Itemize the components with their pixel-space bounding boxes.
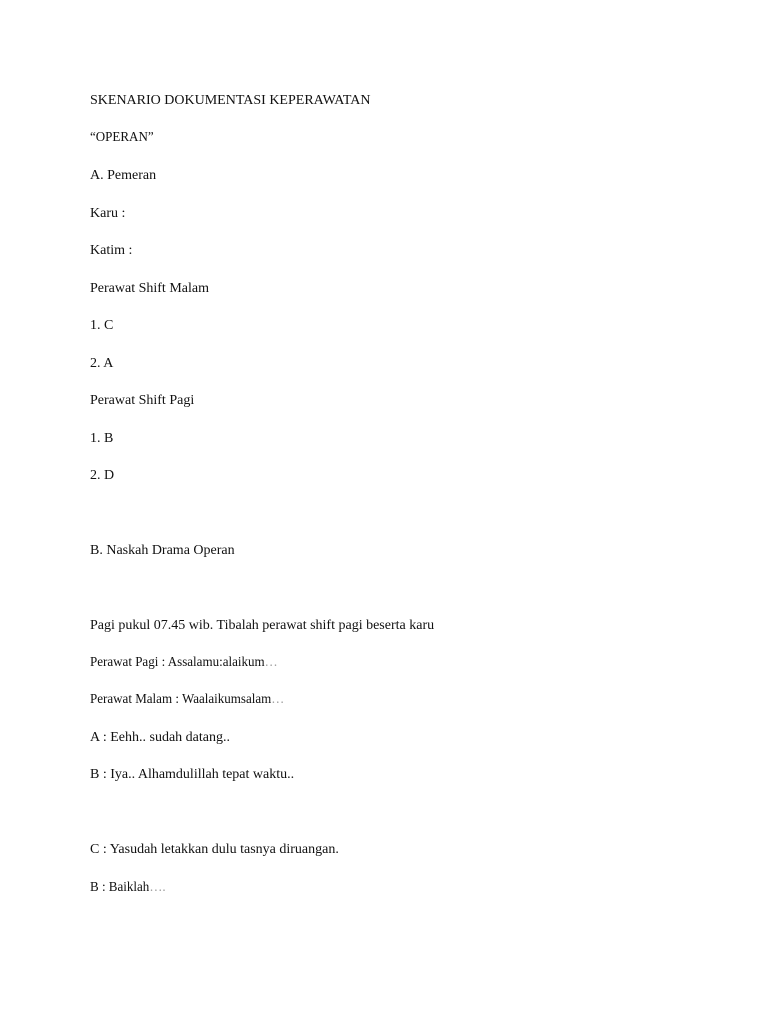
- night-shift-heading: Perawat Shift Malam: [90, 281, 209, 296]
- dialogue-line: [90, 879, 166, 897]
- dialogue-text: A : Eehh.. sudah datang..: [90, 730, 230, 745]
- dialogue-line: [90, 729, 230, 747]
- morning-shift-member: 2. D: [90, 468, 115, 483]
- night-shift-member: 1. C: [90, 318, 114, 333]
- dialogue-line: [90, 654, 278, 672]
- dialogue-text: B : Iya.. Alhamdulillah tepat waktu..: [90, 767, 295, 782]
- katim-label: Katim :: [90, 243, 133, 258]
- section-a-heading: A. Pemeran: [90, 168, 157, 183]
- document-subtitle: “OPERAN”: [90, 130, 154, 145]
- night-shift-member: 2. A: [90, 356, 114, 371]
- morning-shift-heading: Perawat Shift Pagi: [90, 393, 195, 408]
- dialogue-text: B : Baiklah: [90, 880, 150, 895]
- document-title: SKENARIO DOKUMENTASI KEPERAWATAN: [90, 93, 371, 108]
- dialogue-text: C : Yasudah letakkan dulu tasnya diruangan.: [90, 842, 339, 857]
- dialogue-line: [90, 841, 339, 859]
- dialogue-line: [90, 691, 284, 709]
- section-b-heading: B. Naskah Drama Operan: [90, 543, 235, 558]
- dialogue-trail: …: [264, 655, 278, 670]
- morning-shift-member: 1. B: [90, 431, 114, 446]
- dialogue-text: Perawat Malam : Waalaikumsalam: [90, 692, 272, 707]
- dialogue-line: [90, 766, 294, 784]
- dialogue-trail: …: [271, 692, 285, 707]
- dialogue-text: Perawat Pagi : Assalamu:alaikum: [90, 655, 265, 670]
- scene-opening: Pagi pukul 07.45 wib. Tibalah perawat shift pagi beserta karu: [90, 618, 435, 633]
- dialogue-trail: ….: [149, 880, 166, 895]
- karu-label: Karu :: [90, 206, 126, 221]
